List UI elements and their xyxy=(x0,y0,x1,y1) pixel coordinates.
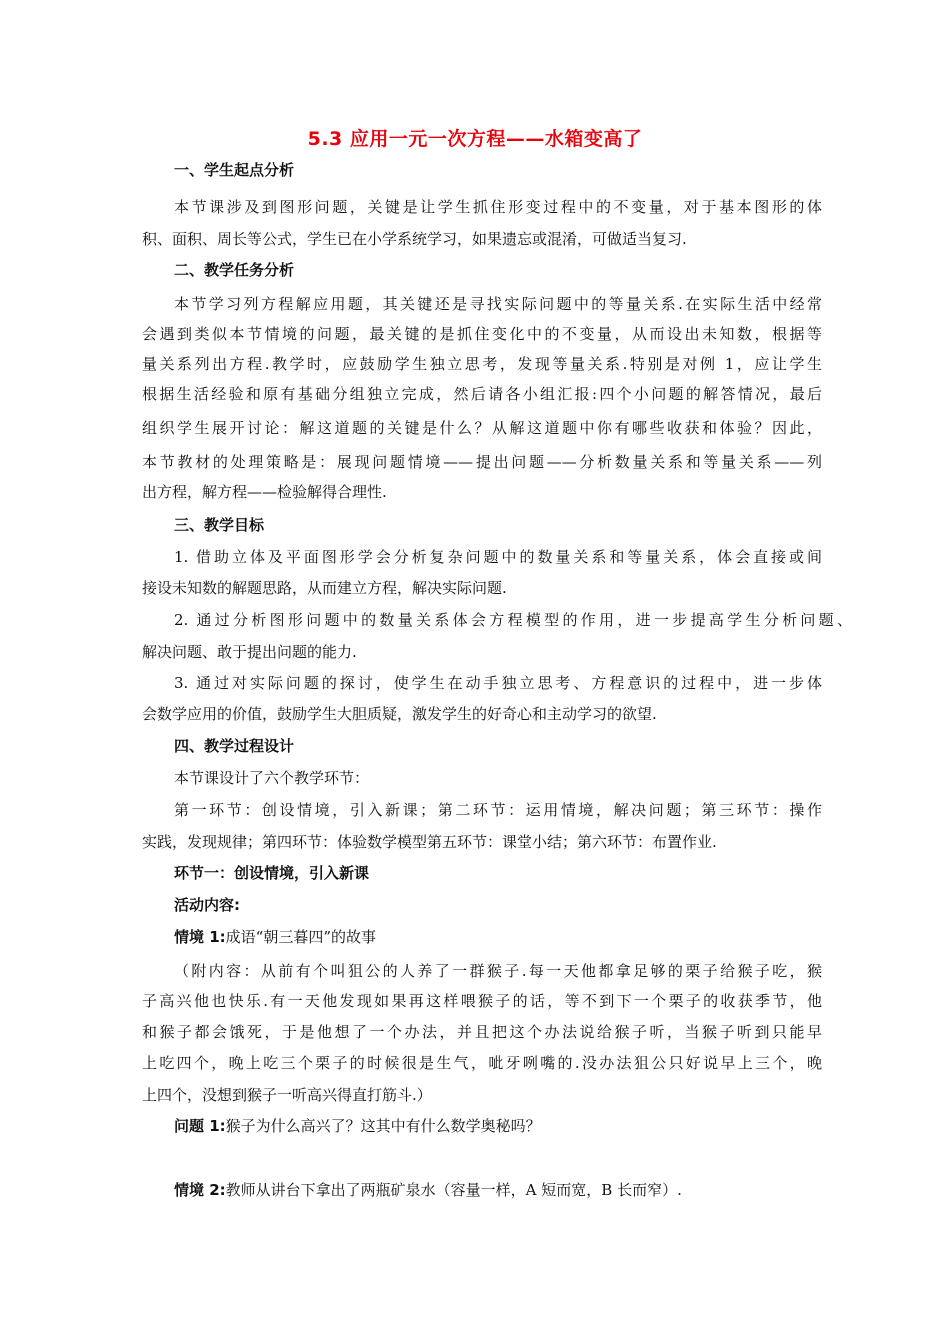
paragraph-line: 本节教材的处理策略是：展现问题情境——提出问题——分析数量关系和等量关系——列 xyxy=(142,453,822,471)
story-line: 上四个，没想到猴子一听高兴得直打筋斗.） xyxy=(142,1086,432,1104)
situation-1 xyxy=(174,927,822,947)
paragraph-line: 会数学应用的价值，鼓励学生大胆质疑，激发学生的好奇心和主动学习的欲望. xyxy=(142,705,657,723)
paragraph-line: 组织学生展开讨论：解这道题的关键是什么？从解这道题中你有哪些收获和体验？因此， xyxy=(142,419,822,437)
story-line: 上吃四个，晚上吃三个栗子的时候很是生气，呲牙咧嘴的.没办法狙公只好说早上三个，晚 xyxy=(142,1054,822,1072)
paragraph-line: 本节课设计了六个教学环节： xyxy=(174,769,370,787)
story-line: 和猴子都会饿死，于是他想了一个办法，并且把这个办法说给猴子听，当猴子听到只能早 xyxy=(142,1023,822,1041)
paragraph-line: 根据生活经验和原有基础分组独立完成，然后请各小组汇报:四个小问题的解答情况，最后 xyxy=(142,385,822,403)
situation-1-text: 成语“朝三暮四”的故事 xyxy=(225,928,377,946)
goal-item-2: 2. 通过分析图形问题中的数量关系体会方程模型的作用，进一步提高学生分析问题、 xyxy=(174,611,852,629)
activity-label: 活动内容: xyxy=(174,896,240,914)
paragraph-line: 本节课涉及到图形问题，关键是让学生抓住形变过程中的不变量，对于基本图形的体 xyxy=(174,198,822,216)
paragraph-line: 解决问题、敢于提出问题的能力. xyxy=(142,643,357,661)
goal-item-1: 1. 借助立体及平面图形学会分析复杂问题中的数量关系和等量关系，体会直接或间 xyxy=(174,548,822,566)
situation-1-label: 情境 1: xyxy=(174,928,226,946)
story-line: （附内容：从前有个叫狙公的人养了一群猴子.每一天他都拿足够的栗子给猴子吃，猴 xyxy=(174,962,822,980)
document-title: 5.3 应用一元一次方程——水箱变高了 xyxy=(307,128,643,150)
paragraph-line: 积、面积、周长等公式，学生已在小学系统学习，如果遗忘或混淆，可做适当复习. xyxy=(142,230,687,248)
situation-2-text: 教师从讲台下拿出了两瓶矿泉水（容量一样，A 短而宽，B 长而窄）. xyxy=(225,1181,682,1199)
paragraph-line: 出方程，解方程——检验解得合理性. xyxy=(142,483,387,501)
question-1-label: 问题 1: xyxy=(174,1117,226,1135)
paragraph-line: 会遇到类似本节情境的问题，最关键的是抓住变化中的不变量，从而设出未知数，根据等 xyxy=(142,325,822,343)
goal-item-3: 3. 通过对实际问题的探讨，使学生在动手独立思考、方程意识的过程中，进一步体 xyxy=(174,674,822,692)
question-1 xyxy=(174,1116,822,1136)
situation-2 xyxy=(174,1180,822,1200)
section-heading-teaching-goals: 三、教学目标 xyxy=(174,516,265,534)
section-heading-process-design: 四、教学过程设计 xyxy=(174,737,295,755)
paragraph-line: 量关系列出方程.教学时，应鼓励学生独立思考，发现等量关系.特别是对例 1，应让学生 xyxy=(142,355,822,373)
paragraph-line: 本节学习列方程解应用题，其关键还是寻找实际问题中的等量关系.在实际生活中经常 xyxy=(174,295,822,313)
paragraph-line: 接设未知数的解题思路，从而建立方程，解决实际问题. xyxy=(142,579,507,597)
section-heading-task-analysis: 二、教学任务分析 xyxy=(174,261,295,279)
paragraph-line: 实践，发现规律；第四环节：体验数学模型第五环节：课堂小结；第六环节：布置作业. xyxy=(142,833,717,851)
section-heading-student-analysis: 一、学生起点分析 xyxy=(174,161,295,179)
paragraph-line: 第一环节：创设情境，引入新课；第二环节：运用情境，解决问题；第三环节：操作 xyxy=(174,801,822,819)
step-heading-1: 环节一：创设情境，引入新课 xyxy=(174,864,370,882)
story-line: 子高兴他也快乐.有一天他发现如果再这样喂猴子的话，等不到下一个栗子的收获季节，他 xyxy=(142,992,822,1010)
question-1-text: 猴子为什么高兴了？这其中有什么数学奥秘吗？ xyxy=(225,1117,541,1135)
situation-2-label: 情境 2: xyxy=(174,1181,226,1199)
